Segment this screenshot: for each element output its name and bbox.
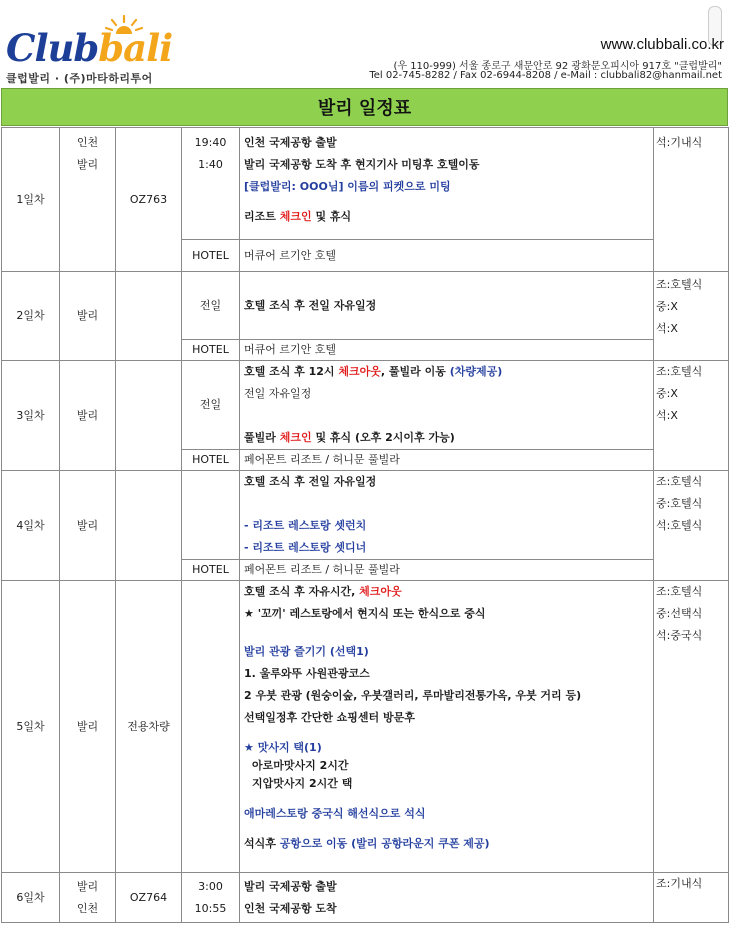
- transport-cell: 전용차량: [116, 581, 182, 873]
- letterhead: [0, 0, 736, 88]
- schedule-cell: 발리 국제공항 출발 인천 국제공항 도착: [240, 873, 654, 923]
- flight-cell: OZ764: [116, 873, 182, 923]
- table-row: [2, 873, 729, 923]
- schedule-cell: 호텔 조식 후 전일 자유일정 - 리조트 레스토랑 셋런치 - 리조트 레스토랑 셋디너: [240, 471, 654, 560]
- meal-cell: 조:호텔식 중:X 석:X: [654, 361, 729, 471]
- time-cell: 전일: [182, 272, 240, 340]
- day-cell: 2일차: [2, 272, 60, 361]
- hotel-label: HOTEL: [182, 240, 240, 272]
- company-contact: Tel 02-745-8282 / Fax 02-6944-8208 / e-Mail : clubbali82@hanmail.net: [369, 70, 722, 81]
- time-cell: 19:40 1:40: [182, 128, 240, 240]
- flight-cell: [116, 361, 182, 471]
- table-row: [2, 581, 729, 873]
- location-cell: 발리: [60, 581, 116, 873]
- hotel-label: HOTEL: [182, 560, 240, 581]
- meal-cell: 조:기내식: [654, 873, 729, 923]
- day-cell: 1일차: [2, 128, 60, 272]
- hotel-name: 페어몬트 리조트 / 허니문 풀빌라: [240, 450, 654, 471]
- hotel-name: 머큐어 르기안 호텔: [240, 340, 654, 361]
- day-cell: 4일차: [2, 471, 60, 581]
- location-cell: 발리: [60, 471, 116, 581]
- hotel-name: 머큐어 르기안 호텔: [240, 240, 654, 272]
- logo-subtitle: 클럽발리 · (주)마타하리투어: [6, 72, 153, 85]
- schedule-cell: 인천 국제공항 출발 발리 국제공항 도착 후 현지기사 미팅후 호텔이동 [클럽발리: OOO님] 이름의 피켓으로 미팅 리조트 체크인 및 휴식: [240, 128, 654, 240]
- location-cell: 발리 인천: [60, 873, 116, 923]
- schedule-cell: 호텔 조식 후 자유시간, 체크아웃 ★ '꼬끼' 레스토랑에서 현지식 또는 한식으로 중식 발리 관광 즐기기 (선택1) 1. 울루와뚜 사원관광코스 2 우붓 관광 (원숭이숲, 우붓갤러리, 루마발리전통가옥, 우붓 거리 등) 선택일정후 간단한 쇼핑센터 방문후 ★ 맛사지 택(1) 아로마맛사지 2시간 지압맛사지 2시간 택 애마레스토랑 중국식 해선식으로 석식 석식후 공항으로 이동 (발리 공항라운지 쿠폰 제공): [240, 581, 654, 873]
- table-row: [2, 361, 729, 450]
- itinerary-table: [1, 127, 729, 923]
- day-cell: 3일차: [2, 361, 60, 471]
- meal-cell: 조:호텔식 중:호텔식 석:호텔식: [654, 471, 729, 581]
- company-address: (우 110-999) 서울 종로구 새문안로 92 광화문오피시아 917호 "클럽발리": [393, 61, 722, 72]
- website-link[interactable]: www.clubbali.co.kr: [600, 36, 724, 53]
- schedule-cell: 호텔 조식 후 전일 자유일정: [240, 272, 654, 340]
- schedule-cell: 호텔 조식 후 12시 체크아웃, 풀빌라 이동 (차량제공) 전일 자유일정 풀빌라 체크인 및 휴식 (오후 2시이후 가능): [240, 361, 654, 450]
- location-cell: 인천 발리: [60, 128, 116, 272]
- day-cell: 5일차: [2, 581, 60, 873]
- hotel-label: HOTEL: [182, 340, 240, 361]
- table-row: [2, 128, 729, 240]
- meal-cell: 조:호텔식 중:X 석:X: [654, 272, 729, 361]
- day-cell: 6일차: [2, 873, 60, 923]
- hotel-label: HOTEL: [182, 450, 240, 471]
- meal-cell: 조:호텔식 중:선택식 석:중국식: [654, 581, 729, 873]
- flight-cell: [116, 272, 182, 361]
- location-cell: 발리: [60, 272, 116, 361]
- time-cell: [182, 471, 240, 560]
- time-cell: 3:00 10:55: [182, 873, 240, 923]
- page-title: 발리 일정표: [1, 88, 728, 126]
- table-row: [2, 471, 729, 560]
- location-cell: 발리: [60, 361, 116, 471]
- clubbali-logo[interactable]: Clubbali: [6, 26, 173, 70]
- time-cell: [182, 581, 240, 873]
- flight-cell: [116, 471, 182, 581]
- flight-cell: OZ763: [116, 128, 182, 272]
- meal-cell: 석:기내식: [654, 128, 729, 272]
- time-cell: 전일: [182, 361, 240, 450]
- hotel-name: 페어몬트 리조트 / 허니문 풀빌라: [240, 560, 654, 581]
- table-row: [2, 272, 729, 340]
